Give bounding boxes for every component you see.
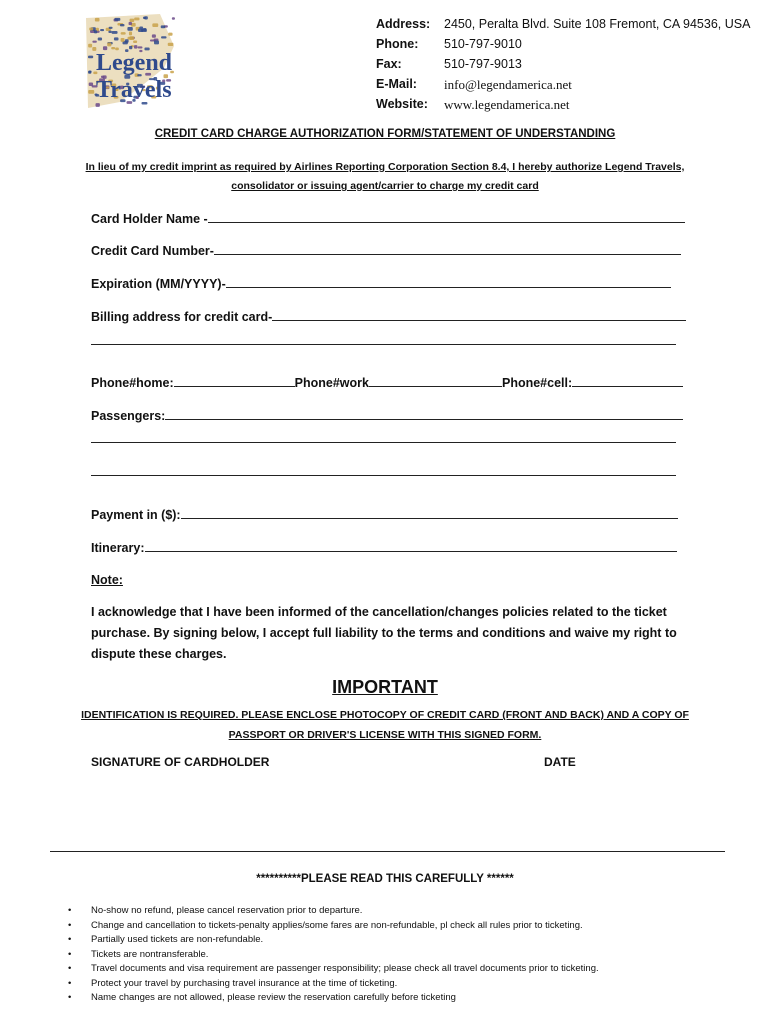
signature-label: SIGNATURE OF CARDHOLDER [91,755,270,769]
card-number-label: Credit Card Number- [91,244,214,258]
card-number-line[interactable] [214,242,681,255]
billing-field[interactable] [91,308,686,324]
bullet-icon: • [68,977,72,989]
passengers-field[interactable] [91,407,683,423]
phone-value: 510-797-9010 [444,37,522,51]
policy-notes-list [68,904,758,1006]
passengers-line-2[interactable] [91,442,676,443]
logo-text: Legend Travels [96,50,173,103]
website-label: Website: [376,97,428,111]
expiration-field[interactable] [91,275,671,291]
id-required-notice: IDENTIFICATION IS REQUIRED. PLEASE ENCLOSE PHOTOCOPY OF CREDIT CARD (FRONT AND BACK) AND A COPY OF PASSPORT OR DRIVER'S LICENSE WITH THIS SIGNED FORM. [81,709,689,741]
form-intro: In lieu of my credit imprint as required by Airlines Reporting Corporation Section 8.4, I hereby authorize Legend Travels, consolidator or issuing agent/carrier to charge my credit card [85,161,685,192]
payment-field[interactable] [91,506,678,522]
payment-label: Payment in ($): [91,508,181,522]
fax-label: Fax: [376,57,402,71]
card-holder-field[interactable] [91,210,685,226]
list-item: • Change and cancellation to tickets-penalty applies/some fares are non-refundable, pl check all rules prior to ticketing. [68,919,758,934]
itinerary-line[interactable] [145,539,677,552]
list-item: • Partially used tickets are non-refundable. [68,933,758,948]
email-label: E-Mail: [376,77,417,91]
itinerary-label: Itinerary: [91,541,145,555]
address-value: 2450, Peralta Blvd. Suite 108 Fremont, CA 94536, USA [444,17,751,31]
phone-home-label: Phone#home: [91,376,174,390]
card-holder-label: Card Holder Name - [91,212,208,226]
important-heading: IMPORTANT [332,677,438,697]
billing-line-2[interactable] [91,344,676,345]
address-label: Address: [376,17,431,31]
card-holder-line[interactable] [208,210,685,223]
passengers-line[interactable] [165,407,683,420]
bullet-icon: • [68,992,72,1003]
phone-cell-line[interactable] [572,374,683,387]
expiration-line[interactable] [226,275,671,288]
form-title: CREDIT CARD CHARGE AUTHORIZATION FORM/STATEMENT OF UNDERSTANDING [154,128,616,140]
list-item: • Name changes are not allowed, please review the reservation carefully before ticketing [68,991,758,1006]
email-value: info@legendamerica.net [444,77,572,92]
company-logo [82,12,230,110]
list-item: • Tickets are nontransferable. [68,948,758,963]
list-item: • Protect your travel by purchasing travel insurance at the time of ticketing. [68,977,758,992]
bullet-icon: • [68,919,72,931]
list-item: • No-show no refund, please cancel reservation prior to departure. [68,904,758,919]
itinerary-field[interactable] [91,539,677,555]
website-value: www.legendamerica.net [444,97,570,112]
billing-line[interactable] [272,308,686,321]
payment-line[interactable] [181,506,678,519]
bullet-icon: • [68,934,72,945]
passengers-label: Passengers: [91,409,166,423]
expiration-label: Expiration (MM/YYYY)- [91,277,226,291]
billing-label: Billing address for credit card- [91,310,273,324]
phone-fields[interactable] [91,374,683,390]
phone-cell-label: Phone#cell: [501,376,573,390]
note-label: Note: [91,573,123,587]
phone-label: Phone: [376,37,419,51]
bullet-icon: • [68,948,72,960]
list-item: • Travel documents and visa requirement are passenger responsibility; please check all travel documents prior to ticketing. [68,962,758,977]
acknowledgement-text: I acknowledge that I have been informed of the cancellation/changes policies related to the ticket purchase. By signing below, I accept full liability to the terms and conditions and waive my right to dispute these charges. [91,605,677,661]
date-label: DATE [544,755,576,769]
read-carefully-heading: **********PLEASE READ THIS CAREFULLY ****** [256,873,514,885]
fax-value: 510-797-9013 [444,57,522,71]
signature-line[interactable] [50,851,725,852]
phone-home-line[interactable] [174,374,295,387]
card-number-field[interactable] [91,242,681,258]
phone-work-line[interactable] [369,374,502,387]
passengers-line-3[interactable] [91,475,676,476]
phone-work-label: Phone#work [294,376,369,390]
bullet-icon: • [68,905,72,916]
bullet-icon: • [68,963,72,974]
